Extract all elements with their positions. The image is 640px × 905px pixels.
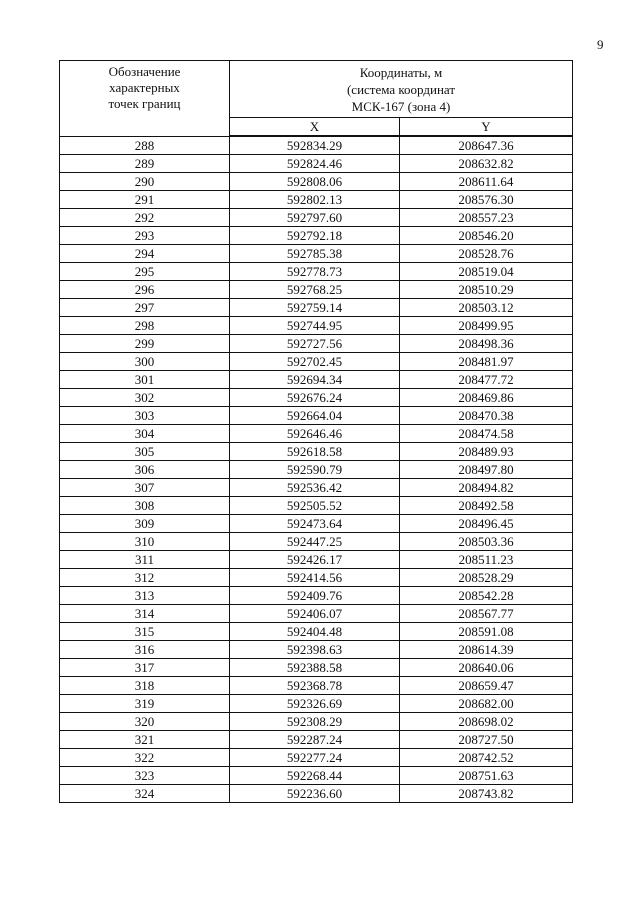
cell-x: 592388.58 (230, 659, 400, 677)
cell-y: 208498.36 (400, 335, 573, 353)
cell-y: 208474.58 (400, 425, 573, 443)
cell-y: 208640.06 (400, 659, 573, 677)
cell-y: 208511.23 (400, 551, 573, 569)
cell-y: 208496.45 (400, 515, 573, 533)
cell-x: 592778.73 (230, 263, 400, 281)
cell-point: 298 (60, 317, 230, 335)
table-row (60, 767, 573, 785)
cell-x: 592694.34 (230, 371, 400, 389)
cell-x: 592414.56 (230, 569, 400, 587)
cell-y: 208499.95 (400, 317, 573, 335)
table-row (60, 623, 573, 641)
cell-x: 592308.29 (230, 713, 400, 731)
cell-point: 314 (60, 605, 230, 623)
cell-y: 208751.63 (400, 767, 573, 785)
table-row (60, 533, 573, 551)
cell-x: 592808.06 (230, 173, 400, 191)
cell-y: 208494.82 (400, 479, 573, 497)
cell-x: 592785.38 (230, 245, 400, 263)
cell-point: 293 (60, 227, 230, 245)
cell-x: 592426.17 (230, 551, 400, 569)
cell-y: 208659.47 (400, 677, 573, 695)
cell-y: 208510.29 (400, 281, 573, 299)
table-row (60, 713, 573, 731)
table-row (60, 569, 573, 587)
table-body (60, 136, 573, 803)
cell-point: 295 (60, 263, 230, 281)
cell-x: 592664.04 (230, 407, 400, 425)
cell-y: 208497.80 (400, 461, 573, 479)
cell-point: 305 (60, 443, 230, 461)
cell-point: 290 (60, 173, 230, 191)
table-row (60, 371, 573, 389)
cell-x: 592447.25 (230, 533, 400, 551)
cell-y: 208743.82 (400, 785, 573, 803)
page-number: 9 (597, 37, 604, 52)
cell-y: 208576.30 (400, 191, 573, 209)
cell-point: 302 (60, 389, 230, 407)
cell-x: 592287.24 (230, 731, 400, 749)
table-row (60, 587, 573, 605)
cell-x: 592797.60 (230, 209, 400, 227)
cell-y: 208503.36 (400, 533, 573, 551)
cell-point: 311 (60, 551, 230, 569)
cell-y: 208528.29 (400, 569, 573, 587)
cell-x: 592268.44 (230, 767, 400, 785)
header-point-designation: Обозначение характерных точек границ (60, 61, 230, 137)
cell-point: 321 (60, 731, 230, 749)
cell-x: 592590.79 (230, 461, 400, 479)
cell-point: 299 (60, 335, 230, 353)
cell-y: 208567.77 (400, 605, 573, 623)
cell-y: 208470.38 (400, 407, 573, 425)
cell-y: 208542.28 (400, 587, 573, 605)
cell-y: 208557.23 (400, 209, 573, 227)
table-row (60, 605, 573, 623)
coordinates-table (59, 60, 573, 803)
header-x: X (230, 118, 400, 137)
cell-x: 592744.95 (230, 317, 400, 335)
cell-point: 312 (60, 569, 230, 587)
header-coordinates: Координаты, м (система координат МСК-167 (зона 4) (230, 61, 573, 118)
table-row (60, 227, 573, 245)
table-row (60, 551, 573, 569)
cell-point: 306 (60, 461, 230, 479)
cell-y: 208503.12 (400, 299, 573, 317)
table-row (60, 785, 573, 803)
cell-x: 592768.25 (230, 281, 400, 299)
cell-point: 294 (60, 245, 230, 263)
table-row (60, 335, 573, 353)
cell-x: 592398.63 (230, 641, 400, 659)
cell-x: 592473.64 (230, 515, 400, 533)
cell-y: 208632.82 (400, 155, 573, 173)
cell-point: 315 (60, 623, 230, 641)
cell-point: 319 (60, 695, 230, 713)
cell-point: 288 (60, 136, 230, 155)
table-row (60, 659, 573, 677)
cell-y: 208647.36 (400, 136, 573, 155)
cell-y: 208682.00 (400, 695, 573, 713)
cell-point: 318 (60, 677, 230, 695)
cell-y: 208698.02 (400, 713, 573, 731)
cell-x: 592792.18 (230, 227, 400, 245)
cell-point: 310 (60, 533, 230, 551)
cell-x: 592676.24 (230, 389, 400, 407)
cell-x: 592409.76 (230, 587, 400, 605)
table-row (60, 641, 573, 659)
cell-point: 313 (60, 587, 230, 605)
cell-x: 592646.46 (230, 425, 400, 443)
table-row (60, 389, 573, 407)
table-row (60, 731, 573, 749)
cell-point: 307 (60, 479, 230, 497)
table-row (60, 191, 573, 209)
table-row (60, 245, 573, 263)
cell-point: 317 (60, 659, 230, 677)
cell-x: 592834.29 (230, 136, 400, 155)
cell-y: 208591.08 (400, 623, 573, 641)
cell-point: 323 (60, 767, 230, 785)
cell-x: 592326.69 (230, 695, 400, 713)
cell-x: 592727.56 (230, 335, 400, 353)
cell-point: 316 (60, 641, 230, 659)
cell-point: 289 (60, 155, 230, 173)
table-row (60, 425, 573, 443)
cell-x: 592618.58 (230, 443, 400, 461)
header-y: Y (400, 118, 573, 137)
cell-point: 296 (60, 281, 230, 299)
table-row (60, 136, 573, 155)
table-row (60, 497, 573, 515)
cell-y: 208481.97 (400, 353, 573, 371)
cell-y: 208614.39 (400, 641, 573, 659)
cell-x: 592368.78 (230, 677, 400, 695)
cell-x: 592505.52 (230, 497, 400, 515)
table-row (60, 479, 573, 497)
cell-y: 208489.93 (400, 443, 573, 461)
table-row (60, 677, 573, 695)
cell-point: 297 (60, 299, 230, 317)
cell-y: 208469.86 (400, 389, 573, 407)
table-row (60, 173, 573, 191)
cell-x: 592702.45 (230, 353, 400, 371)
cell-x: 592802.13 (230, 191, 400, 209)
cell-y: 208742.52 (400, 749, 573, 767)
cell-x: 592824.46 (230, 155, 400, 173)
cell-point: 300 (60, 353, 230, 371)
cell-y: 208492.58 (400, 497, 573, 515)
cell-x: 592759.14 (230, 299, 400, 317)
cell-x: 592277.24 (230, 749, 400, 767)
cell-point: 291 (60, 191, 230, 209)
cell-y: 208611.64 (400, 173, 573, 191)
table-row (60, 407, 573, 425)
cell-point: 320 (60, 713, 230, 731)
cell-point: 309 (60, 515, 230, 533)
cell-point: 292 (60, 209, 230, 227)
cell-point: 324 (60, 785, 230, 803)
cell-x: 592536.42 (230, 479, 400, 497)
cell-point: 308 (60, 497, 230, 515)
table-row (60, 353, 573, 371)
cell-point: 301 (60, 371, 230, 389)
cell-y: 208477.72 (400, 371, 573, 389)
cell-y: 208727.50 (400, 731, 573, 749)
table-row (60, 749, 573, 767)
cell-point: 304 (60, 425, 230, 443)
cell-x: 592236.60 (230, 785, 400, 803)
table-row (60, 281, 573, 299)
table-row (60, 155, 573, 173)
table-row (60, 209, 573, 227)
table-row (60, 263, 573, 281)
table-row (60, 461, 573, 479)
cell-point: 322 (60, 749, 230, 767)
cell-x: 592404.48 (230, 623, 400, 641)
table-row (60, 695, 573, 713)
cell-y: 208519.04 (400, 263, 573, 281)
cell-x: 592406.07 (230, 605, 400, 623)
cell-point: 303 (60, 407, 230, 425)
table-row (60, 515, 573, 533)
table-row (60, 299, 573, 317)
table-row (60, 443, 573, 461)
table-row (60, 317, 573, 335)
cell-y: 208528.76 (400, 245, 573, 263)
cell-y: 208546.20 (400, 227, 573, 245)
